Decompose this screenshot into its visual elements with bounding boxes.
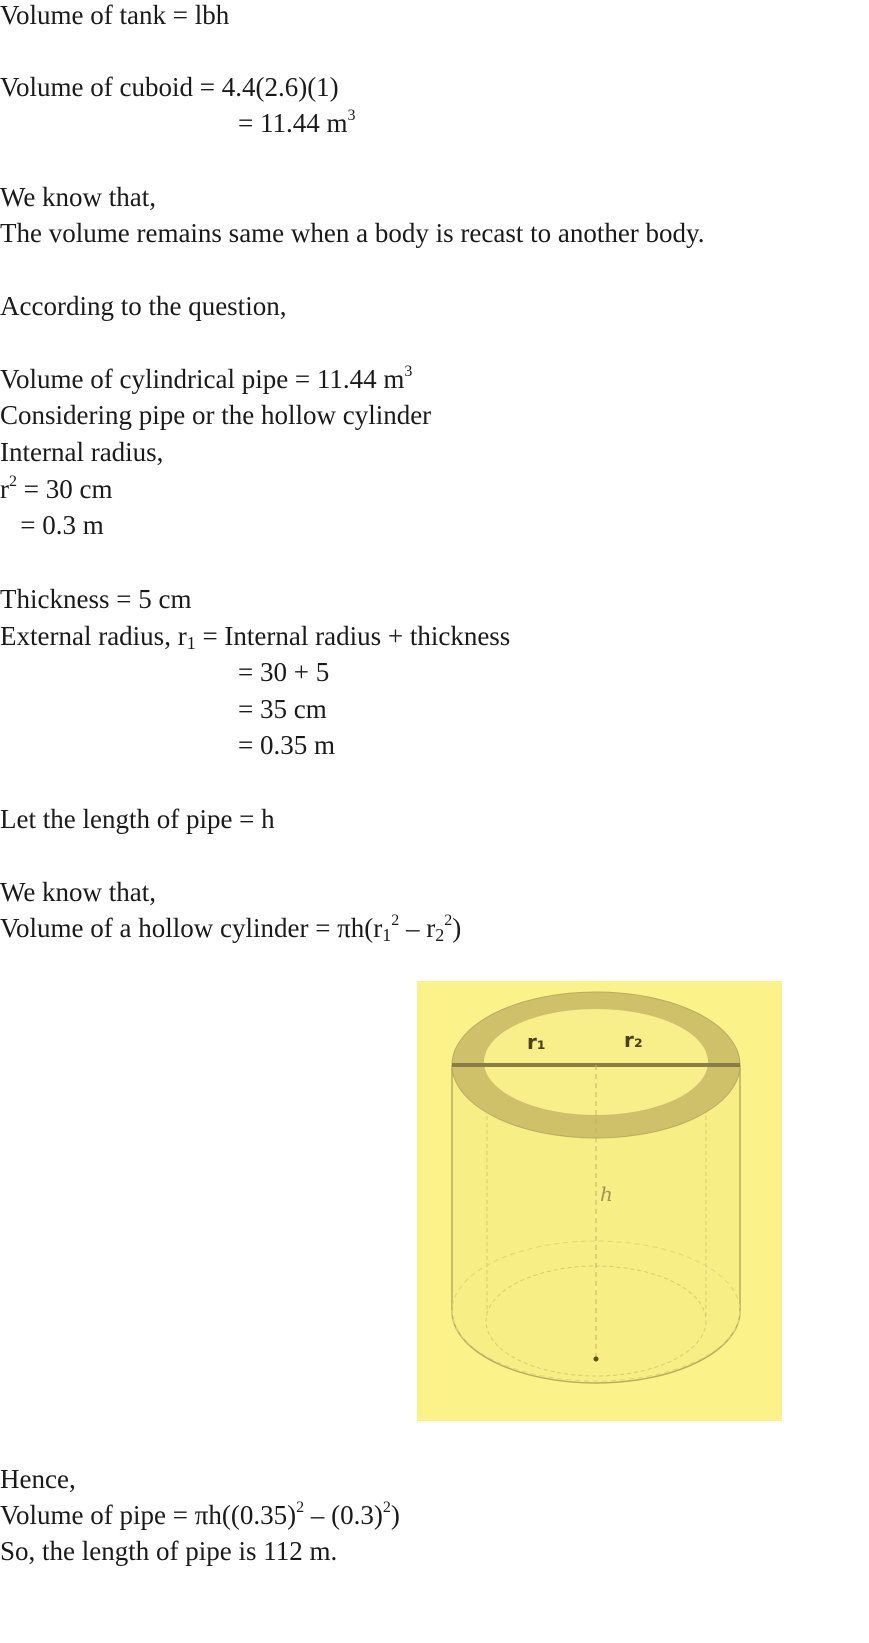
text-segment: = Internal radius + thickness (195, 621, 511, 651)
text-line (0, 584, 191, 614)
text-line (0, 218, 705, 248)
text-segment: Hence, (0, 1464, 76, 1494)
text-line (0, 0, 229, 30)
text-line (0, 1536, 337, 1566)
text-line (0, 364, 412, 394)
label-r1: r₁ (527, 1030, 546, 1054)
text-segment: According to the question, (0, 291, 287, 321)
text-segment: Volume of pipe = πh((0.35) (0, 1500, 297, 1530)
superscript: 2 (296, 1499, 305, 1516)
text-line (238, 730, 335, 760)
text-segment: Volume of cylindrical pipe = 11.44 m (0, 364, 405, 394)
label-h: h (600, 1182, 613, 1206)
text-segment: External radius, r (0, 621, 187, 651)
text-segment: = 11.44 m (238, 108, 348, 138)
text-segment: We know that, (0, 182, 157, 212)
label-r2: r₂ (624, 1028, 643, 1052)
text-segment: – r (399, 913, 436, 943)
text-segment: = 30 + 5 (238, 657, 330, 687)
text-segment: = 30 cm (17, 474, 113, 504)
text-line (0, 474, 112, 504)
text-line (0, 621, 510, 651)
text-segment: Volume of a hollow cylinder = πh(r (0, 913, 383, 943)
superscript: 3 (347, 107, 356, 124)
text-segment: ) (452, 913, 462, 943)
base-center-dot (594, 1357, 599, 1362)
text-segment: r (0, 474, 9, 504)
text-segment: So, the length of pipe is 112 m. (0, 1536, 338, 1566)
text-segment: ) (390, 1500, 400, 1530)
text-line (0, 291, 286, 321)
text-segment: Volume of cuboid = 4.4(2.6)(1) (0, 72, 339, 102)
superscript: 2 (382, 1499, 391, 1516)
text-segment: = 35 cm (238, 694, 327, 724)
text-line (0, 72, 339, 102)
text-line (0, 1464, 76, 1494)
text-line (0, 400, 431, 430)
text-line (0, 1500, 400, 1530)
top-ring-inner (484, 1009, 708, 1115)
text-line (0, 804, 275, 834)
superscript: 3 (404, 363, 413, 380)
text-segment: = 0.35 m (238, 730, 335, 760)
text-line (0, 182, 156, 212)
text-segment: The volume remains same when a body is recast to another body. (0, 218, 705, 248)
text-line (0, 437, 163, 467)
superscript: 2 (9, 473, 17, 490)
hollow-cylinder-diagram (417, 981, 782, 1421)
subscript: 1 (186, 633, 196, 653)
text-segment: We know that, (0, 877, 157, 907)
text-segment: Internal radius, (0, 437, 164, 467)
text-line (0, 877, 156, 907)
text-line (0, 913, 461, 943)
text-segment: Volume of tank = lbh (0, 0, 230, 30)
text-segment: Thickness = 5 cm (0, 584, 192, 614)
text-line (0, 510, 104, 540)
subscript: 1 (382, 925, 392, 945)
text-segment: Let the length of pipe = h (0, 804, 275, 834)
superscript: 2 (391, 912, 400, 929)
text-segment: = 0.3 m (0, 510, 104, 540)
text-segment: – (0.3) (304, 1500, 383, 1530)
text-segment: Considering pipe or the hollow cylinder (0, 400, 432, 430)
text-line (238, 657, 329, 687)
superscript: 2 (444, 912, 453, 929)
text-line (238, 108, 355, 138)
subscript: 2 (435, 925, 445, 945)
text-line (238, 694, 327, 724)
